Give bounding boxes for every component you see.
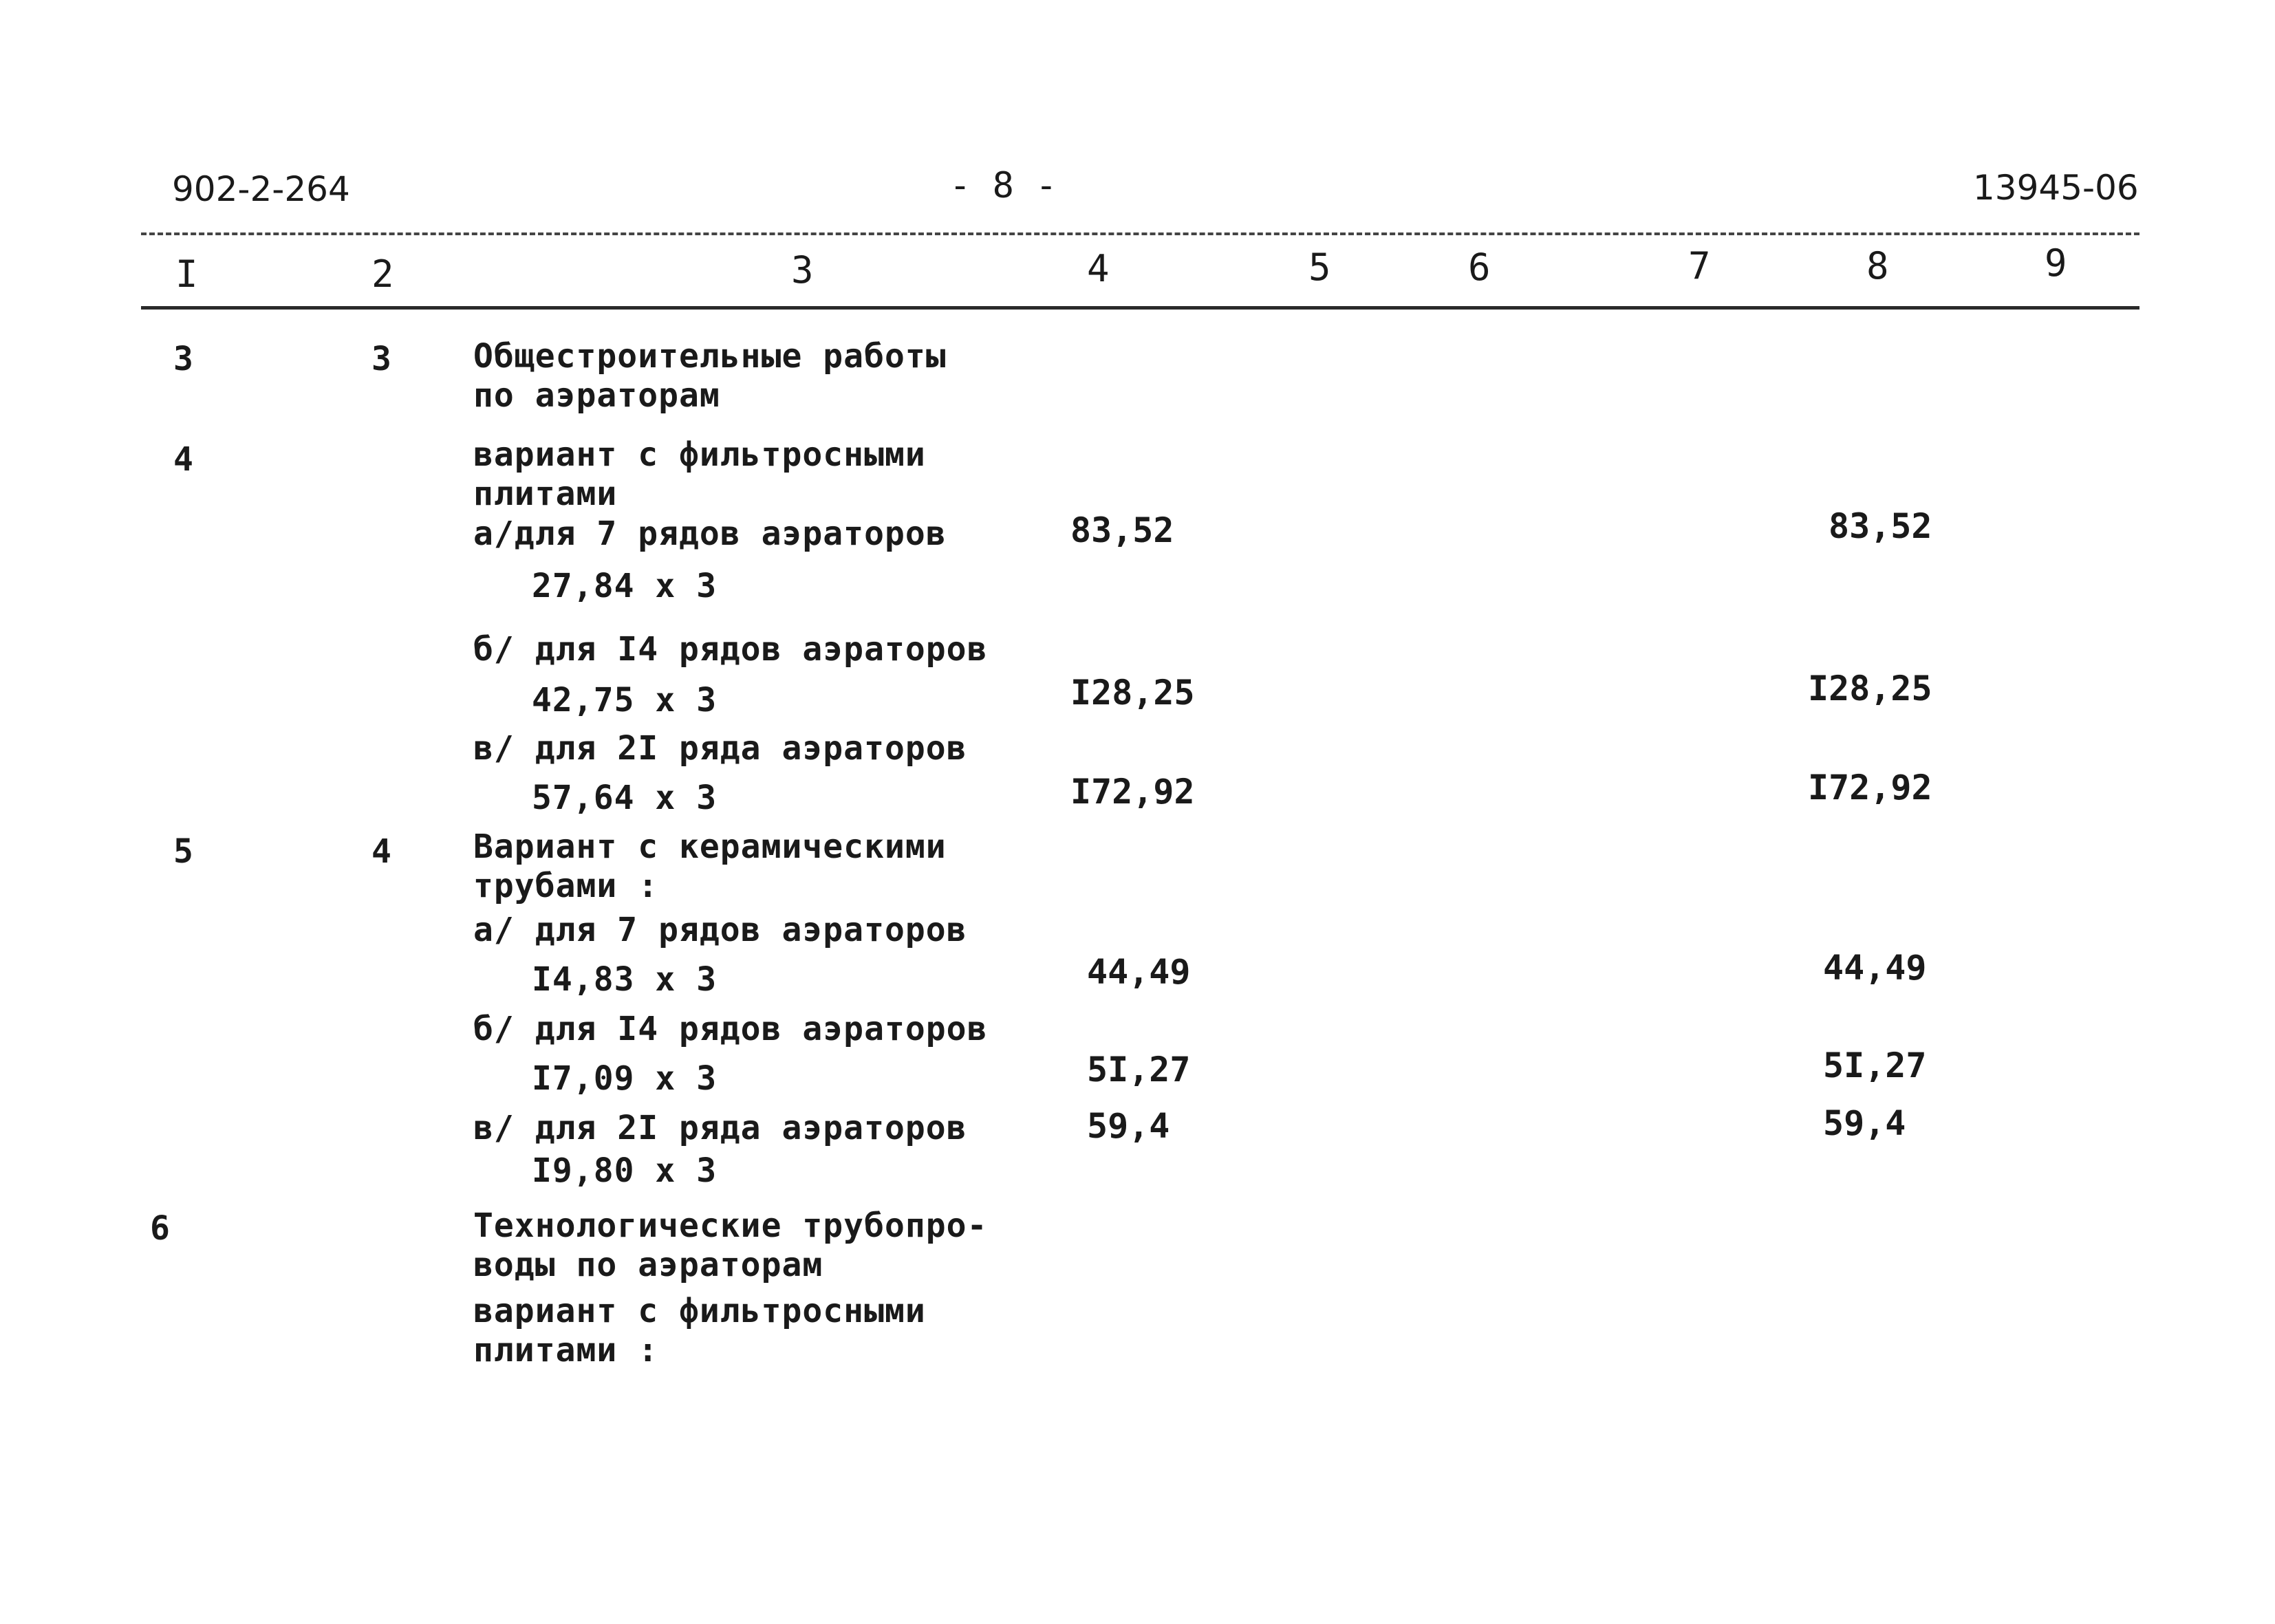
row-value-col8: 59,4 — [1823, 1103, 1906, 1143]
row-text: вариант с фильтросными плитами : — [473, 1292, 926, 1369]
row-code: 3 — [371, 340, 392, 378]
row-value-col8: 83,52 — [1829, 506, 1932, 546]
row-text: Вариант с керамическими трубами : — [473, 827, 947, 905]
archive-number: 13945-06 — [1973, 168, 2139, 208]
row-code: 4 — [371, 832, 392, 871]
row-text: в/ для 2I ряда аэраторов — [473, 729, 967, 768]
row-value-col4: 44,49 — [1087, 952, 1191, 992]
row-text: 57,64 х 3 — [532, 779, 718, 817]
row-number: 5 — [173, 832, 194, 871]
column-header-1: I — [175, 252, 198, 296]
column-header-2: 2 — [371, 252, 394, 296]
column-header-9: 9 — [2045, 241, 2067, 285]
column-header-3: 3 — [791, 248, 814, 292]
row-value-col4: 83,52 — [1070, 510, 1174, 550]
column-header-4: 4 — [1087, 247, 1110, 290]
header-bottom-rule — [141, 306, 2139, 310]
header-top-rule — [141, 232, 2139, 235]
row-value-col4: 59,4 — [1087, 1106, 1170, 1146]
row-value-col4: I72,92 — [1070, 772, 1195, 812]
row-number: 6 — [150, 1209, 171, 1248]
row-text: I7,09 х 3 — [532, 1059, 718, 1098]
row-text: 42,75 х 3 — [532, 681, 718, 719]
document-code: 902-2-264 — [172, 169, 350, 209]
row-value-col8: 5I,27 — [1823, 1046, 1927, 1085]
column-header-5: 5 — [1308, 246, 1331, 289]
row-number: 4 — [173, 440, 194, 479]
row-text: Технологические трубопро- воды по аэраторам — [473, 1206, 988, 1284]
row-text: 27,84 х 3 — [532, 567, 718, 605]
row-text: Общестроительные работы по аэраторам — [473, 337, 947, 415]
column-header-6: 6 — [1468, 246, 1491, 289]
row-value-col4: 5I,27 — [1087, 1050, 1191, 1090]
row-text: вариант с фильтросными плитами — [473, 435, 926, 513]
row-value-col4: I28,25 — [1070, 673, 1195, 713]
row-text: в/ для 2I ряда аэраторов — [473, 1109, 967, 1147]
row-text: а/для 7 рядов аэраторов — [473, 515, 947, 553]
row-text: а/ для 7 рядов аэраторов — [473, 911, 967, 949]
page-number: - 8 - — [949, 165, 1057, 206]
row-number: 3 — [173, 340, 194, 378]
row-text: I4,83 х 3 — [532, 960, 718, 999]
row-value-col8: I28,25 — [1808, 669, 1932, 708]
row-text: б/ для I4 рядов аэраторов — [473, 630, 988, 669]
column-header-8: 8 — [1866, 244, 1889, 288]
row-value-col8: 44,49 — [1823, 948, 1927, 988]
row-text: б/ для I4 рядов аэраторов — [473, 1010, 988, 1048]
row-text: I9,80 х 3 — [532, 1151, 718, 1190]
row-value-col8: I72,92 — [1808, 768, 1932, 808]
column-header-7: 7 — [1688, 244, 1711, 288]
